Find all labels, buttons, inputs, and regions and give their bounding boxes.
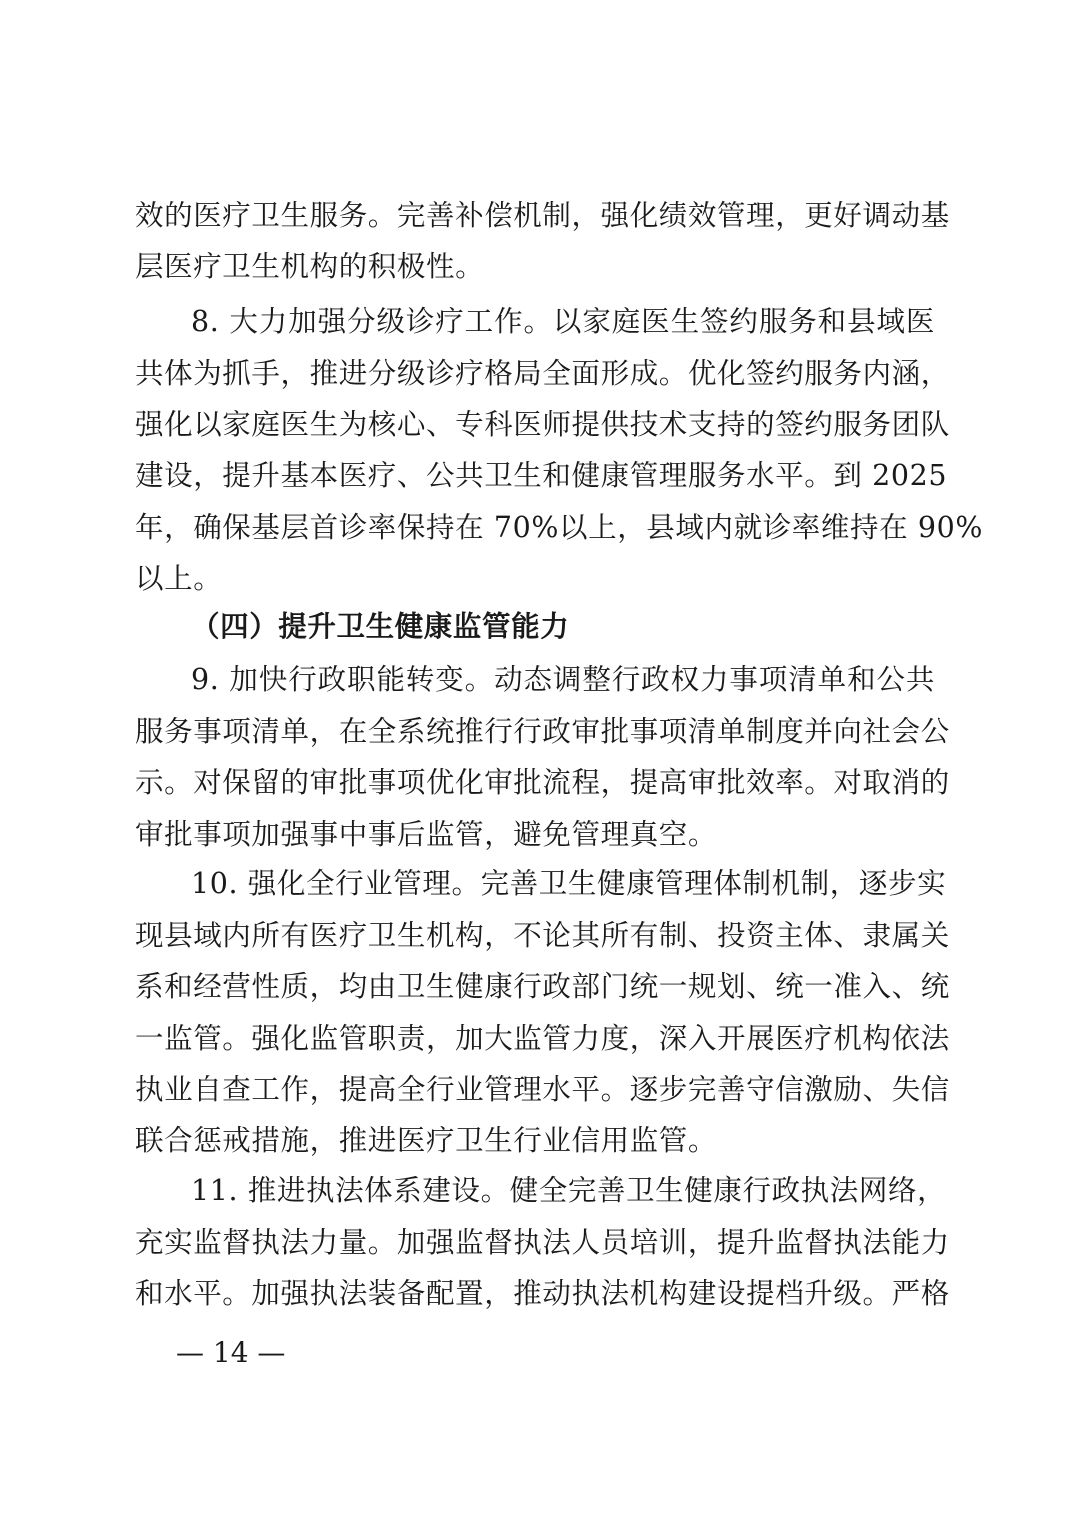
text-line: 效的医疗卫生服务。完善补偿机制，强化绩效管理，更好调动基	[135, 199, 950, 232]
text-line: 联合惩戒措施，推进医疗卫生行业信用监管。	[135, 1124, 718, 1157]
text-line: 和水平。加强执法装备配置，推动执法机构建设提档升级。严格	[135, 1277, 950, 1310]
paragraph-start-line: 10. 强化全行业管理。完善卫生健康管理体制机制，逐步实	[191, 867, 947, 900]
text-line: 示。对保留的审批事项优化审批流程，提高审批效率。对取消的	[135, 766, 950, 799]
text-line: 建设，提升基本医疗、公共卫生和健康管理服务水平。到 2025	[135, 459, 948, 492]
text-line: 执业自查工作，提高全行业管理水平。逐步完善守信激励、失信	[135, 1073, 950, 1106]
text-line: 服务事项清单，在全系统推行行政审批事项清单制度并向社会公	[135, 715, 950, 748]
text-line: 系和经营性质，均由卫生健康行政部门统一规划、统一准入、统	[135, 970, 950, 1003]
text-line: 共体为抓手，推进分级诊疗格局全面形成。优化签约服务内涵，	[135, 357, 950, 390]
paragraph-start-line: 8. 大力加强分级诊疗工作。以家庭医生签约服务和县域医	[191, 305, 935, 338]
text-line: 充实监督执法力量。加强监督执法人员培训，提升监督执法能力	[135, 1226, 950, 1259]
text-line: 层医疗卫生机构的积极性。	[135, 250, 485, 283]
section-heading: （四）提升卫生健康监管能力	[191, 609, 570, 643]
text-line: 一监管。强化监管职责，加大监管力度，深入开展医疗机构依法	[135, 1022, 950, 1055]
paragraph-start-line: 9. 加快行政职能转变。动态调整行政权力事项清单和公共	[191, 663, 935, 696]
text-line: 审批事项加强事中事后监管，避免管理真空。	[135, 818, 718, 851]
text-line: 以上。	[135, 562, 223, 595]
paragraph-start-line: 11. 推进执法体系建设。健全完善卫生健康行政执法网络，	[191, 1174, 947, 1207]
text-line: 现县域内所有医疗卫生机构，不论其所有制、投资主体、隶属关	[135, 919, 950, 952]
text-line: 强化以家庭医生为核心、专科医师提供技术支持的签约服务团队	[135, 408, 950, 441]
text-line: 年，确保基层首诊率保持在 70%以上，县域内就诊率维持在 90%	[135, 511, 984, 544]
page-number: — 14 —	[176, 1336, 286, 1369]
